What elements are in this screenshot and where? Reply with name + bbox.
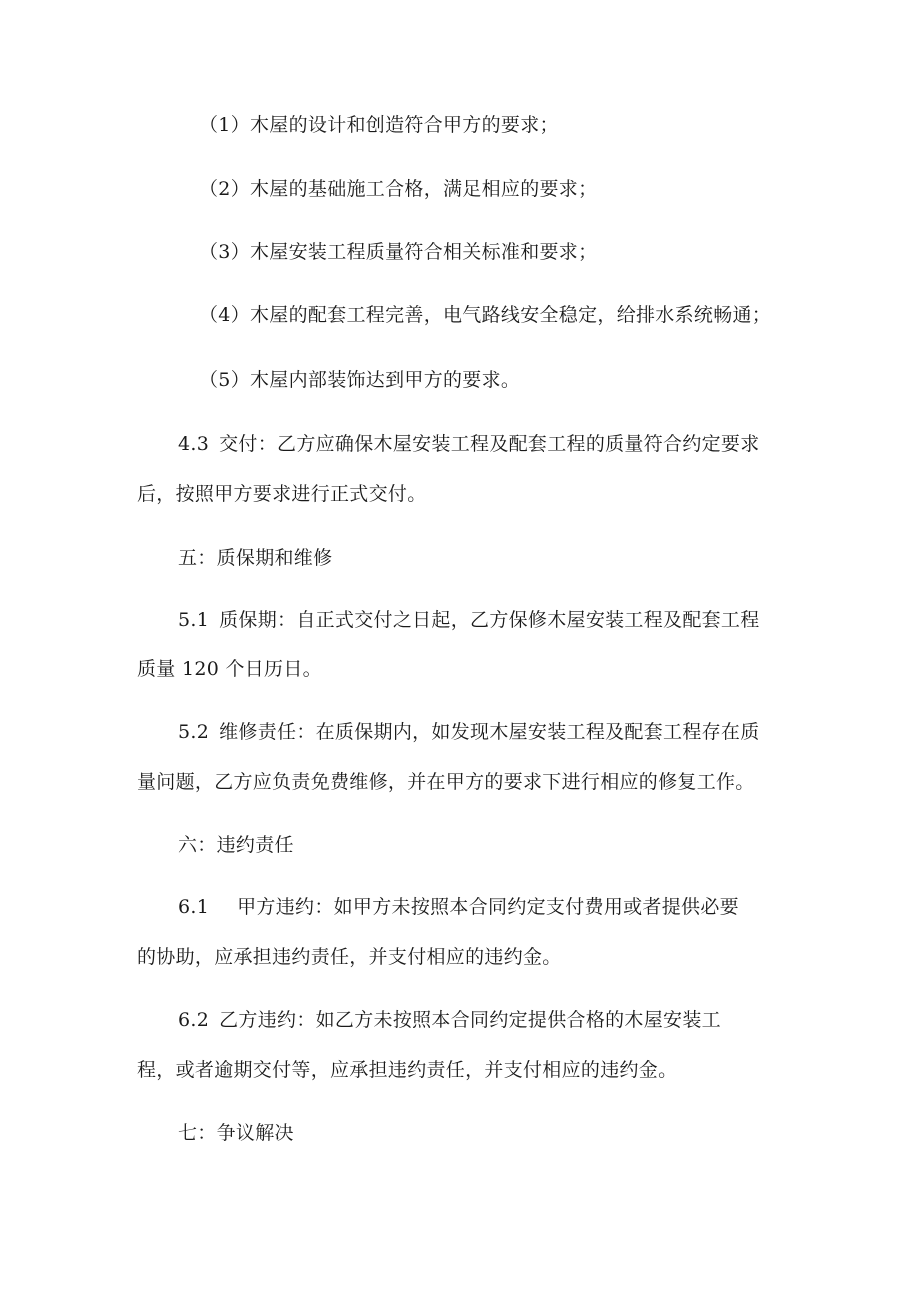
clause-6-1-line1 (178, 895, 739, 919)
clause-text: 质保期：自正式交付之日起，乙方保修木屋安装工程及配套工程 (219, 609, 760, 631)
acceptance-item-2: （2）木屋的基础施工合格，满足相应的要求； (199, 178, 598, 200)
clause-5-2-line1 (178, 720, 760, 744)
clause-text: 甲方违约：如甲方未按照本合同约定支付费用或者提供必要 (237, 896, 739, 918)
clause-5-2-line2: 量问题，乙方应负责免费维修，并在甲方的要求下进行相应的修复工作。 (137, 771, 755, 793)
clause-number: 6.1 (178, 896, 210, 918)
clause-4-3-line2: 后，按照甲方要求进行正式交付。 (137, 483, 427, 505)
clause-number: 6.2 (178, 1009, 210, 1031)
clause-4-3-line1 (178, 432, 760, 456)
clause-6-1-line2: 的协助，应承担违约责任，并支付相应的违约金。 (137, 946, 562, 968)
acceptance-item-5: （5）木屋内部装饰达到甲方的要求。 (199, 369, 521, 391)
clause-6-2-line2: 程，或者逾期交付等，应承担违约责任，并支付相应的违约金。 (137, 1059, 678, 1081)
section-7-heading: 七：争议解决 (178, 1122, 294, 1144)
section-6-heading: 六：违约责任 (178, 834, 294, 856)
acceptance-item-1: （1）木屋的设计和创造符合甲方的要求； (199, 114, 559, 136)
clause-number: 5.1 (178, 609, 210, 631)
clause-6-2-line1 (178, 1008, 721, 1032)
clause-number: 5.2 (178, 721, 210, 743)
clause-text: 乙方违约：如乙方未按照本合同约定提供合格的木屋安装工 (219, 1009, 721, 1031)
clause-text: 交付：乙方应确保木屋安装工程及配套工程的质量符合约定要求 (219, 433, 760, 455)
clause-5-1-line1 (178, 608, 760, 632)
clause-text: 维修责任：在质保期内，如发现木屋安装工程及配套工程存在质 (219, 721, 760, 743)
acceptance-item-3: （3）木屋安装工程质量符合相关标准和要求； (199, 241, 598, 263)
acceptance-item-4: （4）木屋的配套工程完善，电气路线安全稳定，给排水系统畅通； (199, 304, 772, 326)
section-5-heading: 五：质保期和维修 (178, 547, 333, 569)
clause-5-1-line2: 质量 120 个日历日。 (137, 658, 322, 680)
clause-number: 4.3 (178, 433, 210, 455)
